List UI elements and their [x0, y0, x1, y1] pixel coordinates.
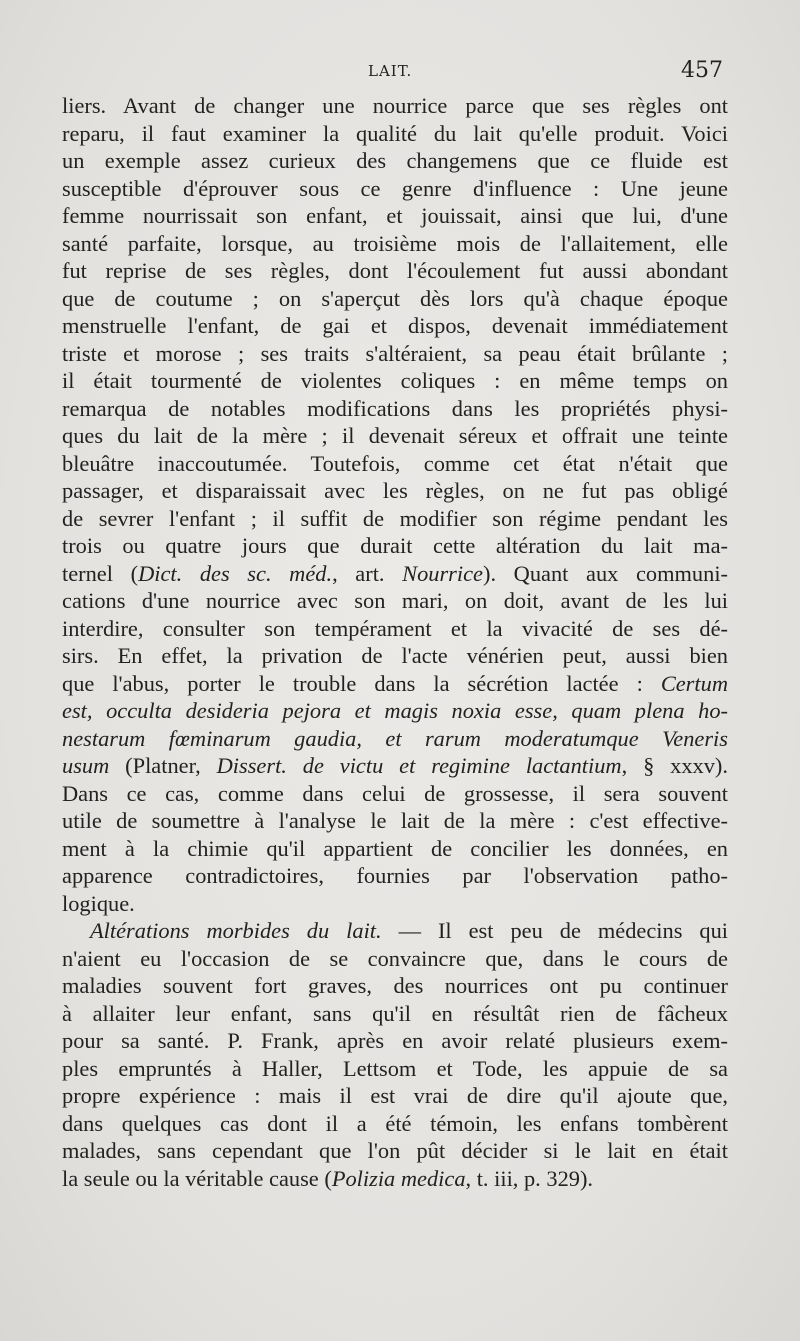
text-run: malades, sans cependant que l'on pût décider si le lait en était	[62, 1138, 728, 1163]
text-line	[62, 587, 728, 615]
text-line	[62, 1110, 728, 1138]
italic-run: usum	[62, 753, 110, 778]
text-run: pour sa santé. P. Frank, après en avoir relaté plusieurs exem-	[62, 1028, 728, 1053]
text-run: santé parfaite, lorsque, au troisième mois de l'allaitement, elle	[62, 230, 728, 256]
text-run: la seule ou la véritable cause (	[62, 1165, 332, 1191]
text-run: (Platner,	[109, 753, 217, 778]
text-line	[62, 835, 728, 863]
text-line	[62, 312, 728, 340]
text-run: triste et morose ; ses traits s'altéraient, sa peau était brûlante ;	[62, 340, 728, 366]
text-line	[62, 642, 728, 670]
text-line	[62, 697, 728, 725]
text-run: ples empruntés à Haller, Lettsom et Tode, les appuie de sa	[62, 1055, 728, 1081]
text-run: un exemple assez curieux des changemens que ce fluide est	[62, 148, 728, 173]
italic-run: Dict. des sc. méd.	[138, 560, 333, 586]
text-run: reparu, il faut examiner la qualité du lait qu'elle produit. Voici	[62, 120, 728, 146]
text-line	[62, 1082, 728, 1110]
text-line	[62, 422, 728, 450]
page-header	[0, 58, 800, 88]
text-run: dans quelques cas dont il a été témoin, les enfans tombèrent	[62, 1110, 728, 1136]
text-run: remarqua de notables modifications dans les propriétés physi-	[62, 395, 728, 421]
text-run: à allaiter leur enfant, sans qu'il en résultât rien de fâcheux	[62, 1000, 728, 1026]
text-line	[62, 807, 728, 835]
text-line	[62, 285, 728, 313]
italic-run: Dissert. de victu et regimine lactantium	[216, 753, 622, 778]
text-run: il était tourmenté de violentes coliques : en même temps on	[62, 368, 728, 393]
text-line	[62, 670, 728, 698]
text-line	[62, 505, 728, 533]
text-line	[62, 1000, 728, 1028]
text-line	[62, 175, 728, 203]
text-line	[62, 615, 728, 643]
italic-run: Polizia medica	[331, 1165, 466, 1191]
text-line	[62, 257, 728, 285]
text-run: — Il est peu de médecins qui	[381, 918, 728, 943]
italic-run: nestarum fœminarum gaudia, et rarum moderatumque Veneris	[62, 725, 728, 751]
text-line	[62, 477, 728, 505]
text-run: que l'abus, porter le trouble dans la sécrétion lactée :	[62, 670, 661, 696]
text-run: , t. iii, p. 329).	[465, 1165, 594, 1191]
text-run: propre expérience : mais il est vrai de dire qu'il ajoute que,	[62, 1083, 728, 1108]
text-line	[62, 560, 728, 588]
text-line	[62, 147, 728, 175]
text-run: ternel (	[62, 560, 139, 586]
text-line	[62, 92, 728, 120]
paragraph	[62, 92, 728, 917]
text-run: susceptible d'éprouver sous ce genre d'influence : Une jeune	[62, 175, 728, 201]
text-run: sirs. En effet, la privation de l'acte vénérien peut, aussi bien	[62, 643, 728, 668]
text-run: bleuâtre inaccoutumée. Toutefois, comme cet état n'était que	[62, 450, 728, 476]
text-line	[62, 725, 728, 753]
paragraph	[62, 917, 728, 1192]
text-run: fut reprise de ses règles, dont l'écoulement fut aussi abondant	[62, 258, 728, 283]
text-run: menstruelle l'enfant, de gai et dispos, devenait immédiatement	[62, 313, 728, 338]
text-line	[62, 862, 728, 890]
text-run: utile de soumettre à l'analyse le lait de la mère : c'est effective-	[62, 808, 728, 833]
text-run: interdire, consulter son tempérament et la vivacité de ses dé-	[62, 615, 728, 641]
text-run: ment à la chimie qu'il appartient de concilier les données, en	[62, 835, 728, 861]
text-run: femme nourrissait son enfant, et jouissait, ainsi que lui, d'une	[62, 203, 728, 228]
text-run: que de coutume ; on s'aperçut dès lors qu'à chaque époque	[62, 285, 728, 311]
text-run: trois ou quatre jours que durait cette altération du lait ma-	[62, 533, 728, 558]
text-run: ques du lait de la mère ; il devenait séreux et offrait une teinte	[62, 423, 728, 448]
text-line	[62, 120, 728, 148]
text-run: maladies souvent fort graves, des nourrices ont pu continuer	[62, 973, 728, 998]
text-line	[62, 972, 728, 1000]
text-line	[62, 340, 728, 368]
text-run: , § xxxv).	[621, 753, 728, 778]
text-line	[62, 1137, 728, 1165]
text-run: logique.	[62, 890, 135, 916]
text-run: passager, et disparaissait avec les règles, on ne fut pas obligé	[62, 478, 728, 503]
body-text	[62, 92, 728, 1192]
italic-run: Altérations morbides du lait.	[90, 918, 382, 943]
text-line	[62, 945, 728, 973]
text-run: liers. Avant de changer une nourrice parce que ses règles ont	[62, 93, 728, 118]
text-run: , art.	[332, 560, 403, 586]
text-line	[62, 917, 728, 945]
text-line	[62, 1165, 728, 1193]
text-line	[62, 395, 728, 423]
text-line	[62, 1027, 728, 1055]
text-run: apparence contradictoires, fournies par l'observation patho-	[62, 863, 728, 888]
text-line	[62, 532, 728, 560]
text-run: n'aient eu l'occasion de se convaincre que, dans le cours de	[62, 945, 728, 971]
page-number: 457	[681, 58, 723, 83]
text-line	[62, 780, 728, 808]
text-run: cations d'une nourrice avec son mari, on doit, avant de les lui	[62, 588, 728, 613]
running-head: LAIT.	[368, 62, 413, 80]
text-line	[62, 1055, 728, 1083]
text-run: de sevrer l'enfant ; il suffit de modifier son régime pendant les	[62, 505, 728, 531]
text-line	[62, 202, 728, 230]
italic-run: Nourrice	[402, 560, 483, 586]
text-run: Dans ce cas, comme dans celui de grossesse, il sera souvent	[62, 780, 728, 806]
italic-run: Certum	[660, 670, 728, 696]
text-line	[62, 367, 728, 395]
text-line	[62, 890, 728, 918]
text-line	[62, 230, 728, 258]
italic-run: est, occulta desideria pejora et magis noxia esse, quam plena ho-	[62, 698, 728, 723]
text-line	[62, 450, 728, 478]
text-line	[62, 752, 728, 780]
text-run: ). Quant aux communi-	[483, 560, 729, 586]
